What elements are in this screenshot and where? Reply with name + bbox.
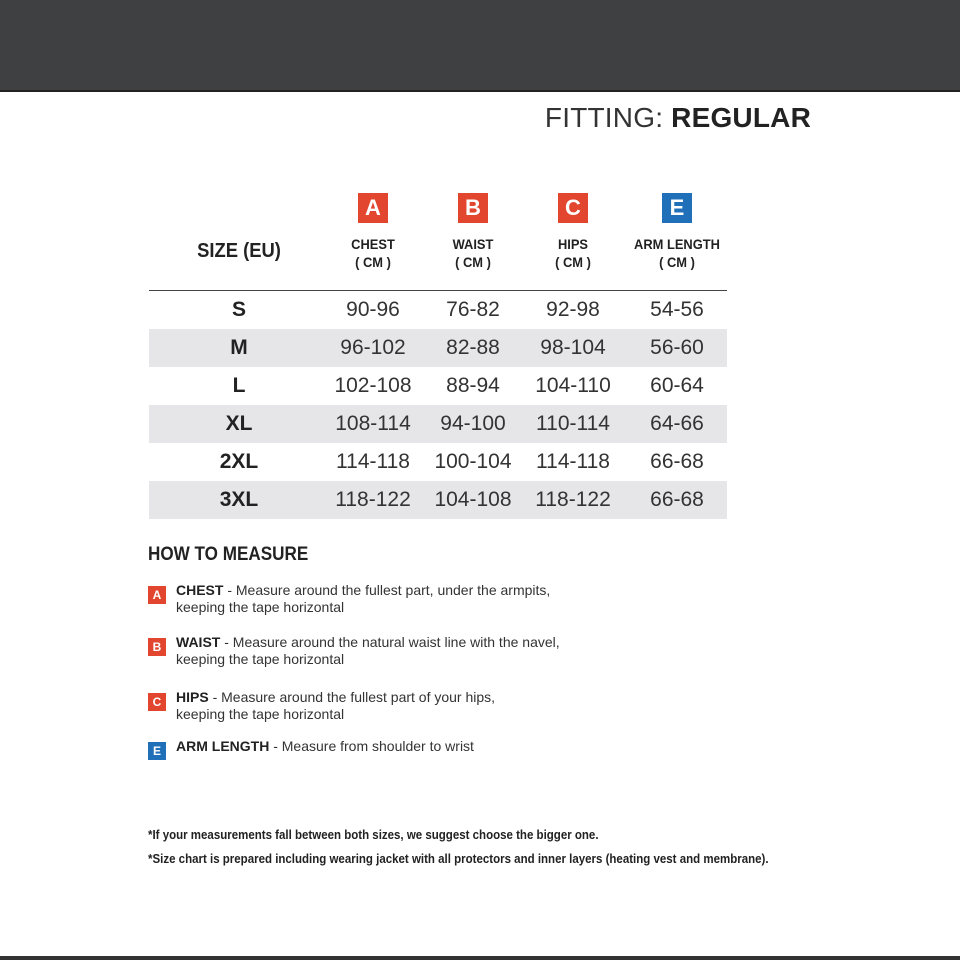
column-unit: ( CM ) [355, 254, 391, 270]
size-cell: M [230, 336, 248, 359]
size-chart-table [149, 190, 727, 519]
column-waist [423, 193, 523, 271]
badge-b: B [148, 638, 166, 656]
fitting-label: FITTING: [544, 102, 664, 133]
column-chest [323, 193, 423, 271]
measure-desc: - Measure from shoulder to wrist [269, 738, 474, 754]
hips-cell: 92-98 [546, 298, 600, 321]
measure-text [176, 738, 596, 755]
chest-cell: 90-96 [346, 298, 400, 321]
measure-desc: - Measure around the natural waist line with the navel, [220, 634, 560, 650]
bottom-border [0, 956, 960, 960]
column-name: CHEST [351, 236, 395, 252]
fitting-title [545, 102, 811, 134]
arm-length-cell: 66-68 [650, 450, 704, 473]
waist-cell: 94-100 [440, 412, 506, 435]
waist-cell: 76-82 [446, 298, 500, 321]
hips-cell: 114-118 [536, 450, 610, 473]
badge-b: B [458, 193, 488, 223]
table-row [149, 405, 727, 443]
badge-c: C [148, 693, 166, 711]
column-unit: ( CM ) [455, 254, 491, 270]
column-hips [523, 193, 623, 271]
measure-term: ARM LENGTH [176, 738, 270, 754]
waist-cell: 100-104 [434, 450, 512, 473]
measure-desc-2: keeping the tape horizontal [176, 599, 345, 615]
chest-cell: 118-122 [335, 488, 411, 511]
measure-text [176, 582, 596, 616]
badge-e: E [148, 742, 166, 760]
measure-text [176, 634, 596, 668]
column-unit: ( CM ) [555, 254, 591, 270]
table-row [149, 329, 727, 367]
size-cell: L [232, 374, 246, 397]
badge-a: A [358, 193, 388, 223]
size-header: SIZE (EU) [197, 240, 281, 262]
hips-cell: 110-114 [536, 412, 610, 435]
measure-desc-2: keeping the tape horizontal [176, 651, 345, 667]
chest-cell: 108-114 [335, 412, 411, 435]
hips-cell: 118-122 [535, 488, 611, 511]
note-bigger-size: *If your measurements fall between both sizes, we suggest choose the bigger one. [148, 828, 599, 842]
fitting-value: REGULAR [671, 102, 811, 133]
column-label [327, 235, 419, 271]
column-label [527, 235, 619, 271]
measure-term: HIPS [176, 689, 209, 705]
arm-length-cell: 56-60 [650, 336, 704, 359]
badge-e: E [662, 193, 692, 223]
arm-length-cell: 54-56 [650, 298, 704, 321]
hips-cell: 104-110 [535, 374, 611, 397]
arm-length-cell: 64-66 [650, 412, 704, 435]
arm-length-cell: 60-64 [650, 374, 704, 397]
size-cell: XL [225, 412, 253, 435]
measure-desc-2: keeping the tape horizontal [176, 706, 345, 722]
size-cell: S [231, 298, 246, 321]
hips-cell: 98-104 [540, 336, 606, 359]
column-name: ARM LENGTH [634, 236, 720, 252]
column-label [427, 235, 519, 271]
arm-length-cell: 66-68 [650, 488, 704, 511]
column-name: WAIST [452, 236, 494, 252]
chest-cell: 96-102 [340, 336, 406, 359]
waist-cell: 82-88 [446, 336, 500, 359]
measure-term: CHEST [176, 582, 224, 598]
column-label [631, 235, 723, 271]
chest-cell: 102-108 [334, 374, 412, 397]
table-row [149, 481, 727, 519]
measure-desc: - Measure around the fullest part of your hips, [208, 689, 496, 705]
table-row [149, 291, 727, 329]
waist-cell: 104-108 [434, 488, 512, 511]
how-to-measure-title: HOW TO MEASURE [148, 544, 309, 565]
table-row [149, 443, 727, 481]
chest-cell: 114-118 [336, 450, 410, 473]
size-cell: 2XL [219, 450, 259, 473]
measure-desc: - Measure around the fullest part, under the armpits, [223, 582, 551, 598]
column-name: HIPS [557, 236, 589, 252]
column-unit: ( CM ) [659, 254, 695, 270]
waist-cell: 88-94 [446, 374, 500, 397]
note-size-chart: *Size chart is prepared including wearing jacket with all protectors and inner layers (heating vest and membrane). [148, 852, 769, 866]
badge-a: A [148, 586, 166, 604]
table-header [149, 190, 727, 291]
table-row [149, 367, 727, 405]
badge-c: C [558, 193, 588, 223]
column-arm-length [627, 193, 727, 271]
size-cell: 3XL [219, 488, 259, 511]
top-banner [0, 0, 960, 92]
measure-text [176, 689, 596, 723]
measure-term: WAIST [176, 634, 221, 650]
